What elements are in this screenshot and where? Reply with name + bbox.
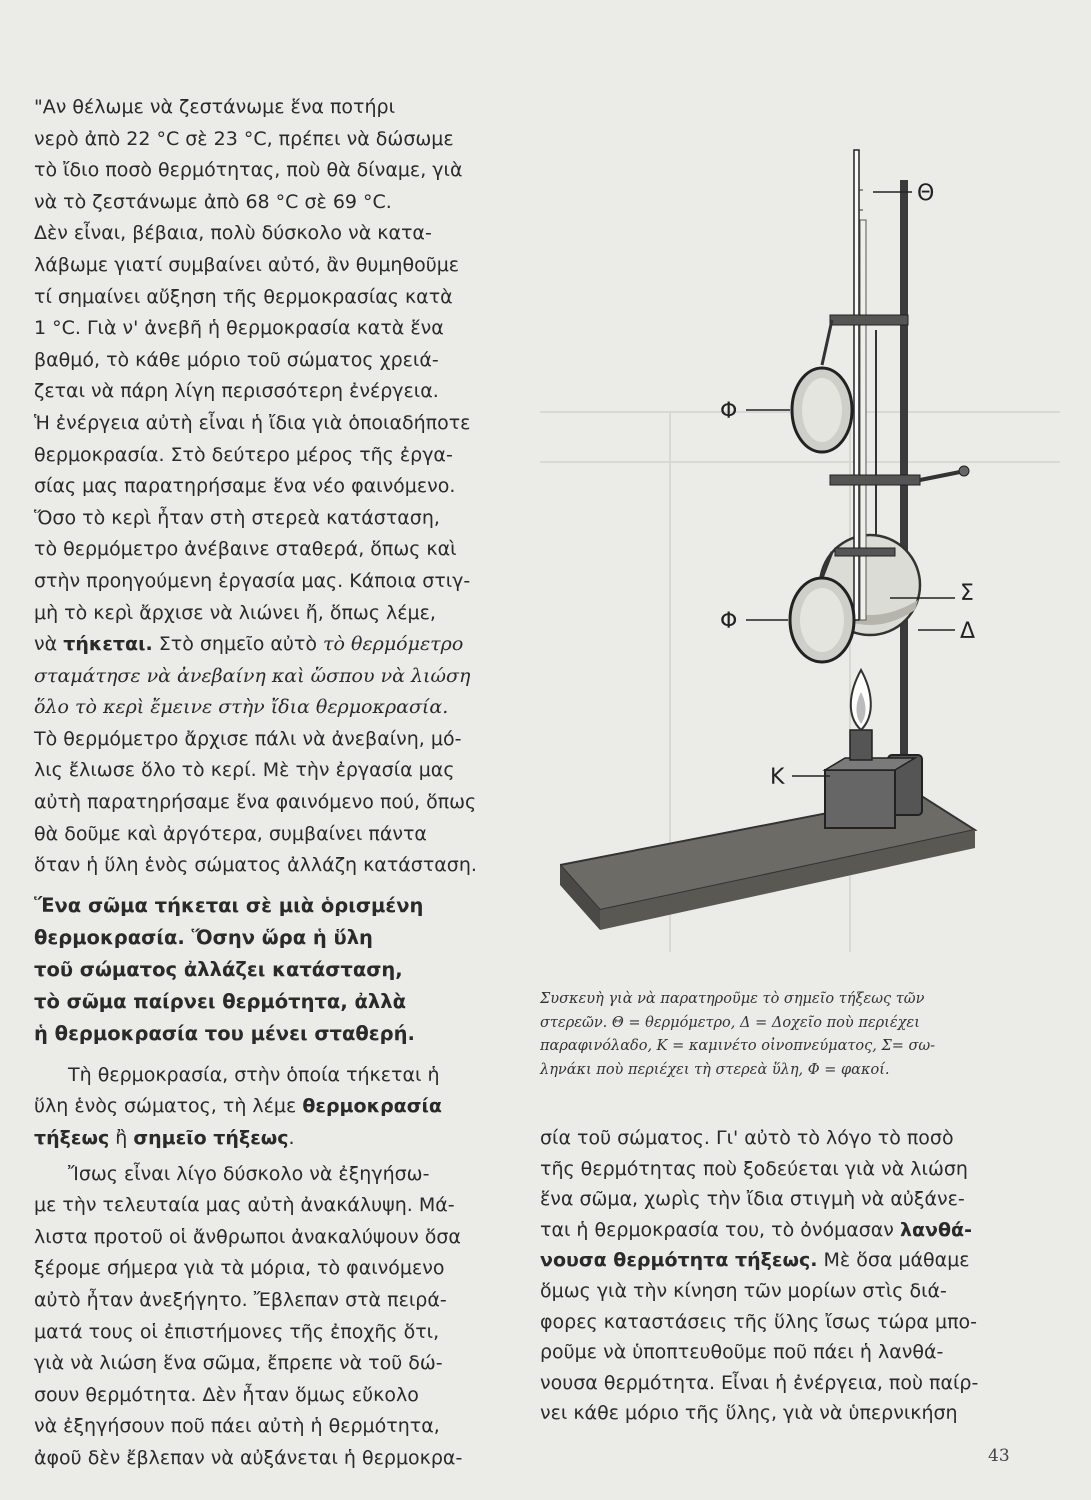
term-simeio-tikseos: σημεῖο τήξεως [133, 1127, 289, 1150]
p1-italic-line: σταμάτησε νὰ ἀνεβαίνη καὶ ὥσπου νὰ λιώση [34, 664, 471, 687]
p3-line: αὐτὸ ἦταν ἀνεξήγητο. Ἔβλεπαν στὰ πειρά- [34, 1289, 447, 1311]
p1-line: μὴ τὸ κερὶ ἄρχισε νὰ λιώνει ἤ, ὅπως λέμε, [34, 601, 436, 624]
bold-line: θερμοκρασία. Ὅσην ὥρα ἡ ὕλη [34, 925, 373, 949]
p3-line: με τὴν τελευταία μας αὐτὴ ἀνακάλυψη. Μά- [34, 1194, 455, 1217]
term-lanthanousa-2: νουσα θερμότητα τήξεως. [540, 1249, 818, 1272]
p1-line: ζεται νὰ πάρη λίγη περισσότερη ἐνέργεια. [34, 380, 439, 403]
p3-line: νὰ ἐξηγήσουν ποῦ πάει αὐτὴ ἡ θερμότητα, [34, 1415, 440, 1438]
right-line: φορες καταστάσεις τῆς ὕλης ἴσως τώρα μπο- [540, 1310, 977, 1333]
right-line: νουσα θερμότητα. Εἶναι ἡ ἐνέργεια, ποὺ παίρ- [540, 1371, 979, 1394]
middle-clamp [830, 475, 920, 485]
label-sigma: Σ [960, 581, 974, 606]
right-after-bold: Μὲ ὅσα μάθαμε [817, 1249, 970, 1272]
p1-line: στὴν προηγούμενη ἐργασία μας. Κάποια στιγ- [34, 569, 471, 592]
caption-line: ληνάκι ποὺ περιέχει τὴ στερεὰ ὕλη, Φ = φακοί. [540, 1061, 890, 1078]
label-phi-bottom: Φ [720, 609, 738, 634]
label-theta: Θ [917, 181, 935, 206]
right-line: σία τοῦ σώματος. Γι' αὐτὸ τὸ λόγο τὸ ποσὸ [540, 1127, 954, 1149]
p3-line: Ἴσως εἶναι λίγο δύσκολο νὰ ἐξηγήσω- [68, 1162, 430, 1185]
paragraph-2 [34, 1060, 522, 1155]
label-delta: Δ [960, 619, 976, 644]
p1-line: "Αν θέλωμε νὰ ζεστάνωμε ἕνα ποτήρι [34, 96, 396, 118]
p1-line: αὐτὴ παρατηρήσαμε ἕνα φαινόμενο πού, ὅπως [34, 791, 477, 814]
right-column [540, 1123, 1010, 1429]
apparatus-figure [560, 130, 1030, 980]
p1-line: λις ἔλιωσε ὅλο τὸ κερί. Μὲ τὴν ἐργασία μας [34, 759, 455, 782]
sample-tube [860, 220, 866, 620]
paragraph-3 [34, 1159, 522, 1475]
p2-line: ὕλη ἑνὸς σώματος, τὴ λέμε [34, 1095, 303, 1118]
right-line: ται ἡ θερμοκρασία του, τὸ ὀνόμασαν [540, 1218, 900, 1241]
term-tiketai: τήκεται. [63, 633, 153, 656]
right-line: ἕνα σῶμα, χωρὶς τὴν ἴδια στιγμὴ νὰ αὐξάνε- [540, 1188, 965, 1211]
p1-line: νερὸ ἀπὸ 22 °C σὲ 23 °C, πρέπει νὰ δώσωμε [34, 127, 454, 150]
p1-line: τὸ ἴδιο ποσὸ θερμότητας, ποὺ θὰ δίναμε, γιὰ [34, 159, 463, 182]
label-phi-top: Φ [720, 399, 738, 424]
p1-line: σίας μας παρατηρήσαμε ἕνα νέο φαινόμενο. [34, 475, 456, 498]
p1-line: Ὅσο τὸ κερὶ ἦταν στὴ στερεὰ κατάσταση, [34, 506, 440, 529]
p3-line: σουν θερμότητα. Δὲν ἦταν ὅμως εὔκολο [34, 1383, 419, 1406]
page-number: 43 [988, 1446, 1010, 1466]
burner-block [825, 770, 895, 828]
apparatus-illustration [560, 130, 1030, 980]
p1-line: Τὸ θερμόμετρο ἄρχισε πάλι νὰ ἀνεβαίνη, μό- [34, 727, 462, 750]
burner-neck [850, 730, 872, 760]
right-line: τῆς θερμότητας ποὺ ξοδεύεται γιὰ νὰ λιώση [540, 1157, 968, 1180]
label-kappa: Κ [770, 765, 785, 790]
p3-line: λιστα προτοῦ οἱ ἄνθρωποι ἀνακαλύψουν ὅσα [34, 1225, 461, 1248]
bold-line: ἡ θερμοκρασία του μένει σταθερή. [34, 1021, 415, 1045]
right-line: ὅμως γιὰ τὴν κίνηση τῶν μορίων στὶς διά- [540, 1279, 947, 1302]
p2-end: . [288, 1127, 295, 1150]
term-lanthanousa-1: λανθά- [899, 1218, 972, 1241]
figure-caption [540, 988, 1010, 1082]
right-paragraph [540, 1123, 1010, 1429]
caption-line: παραφινόλαδο, Κ = καμινέτο οἰνοπνεύματος, Σ= σω- [540, 1038, 936, 1054]
left-column [34, 92, 522, 1475]
p1-mid: Στὸ σημεῖο αὐτὸ [152, 633, 324, 656]
p1-line: Ἡ ἐνέργεια αὐτὴ εἶναι ἡ ἴδια γιὰ ὁποιαδήποτε [34, 411, 471, 434]
p1-line: λάβωμε γιατί συμβαίνει αὐτό, ἂν θυμηθοῦμε [34, 253, 460, 276]
p1-line: 1 °C. Γιὰ ν' ἀνεβῆ ἡ θερμοκρασία κατὰ ἕνα [34, 317, 444, 340]
term-thermokrasia: θερμοκρασία [302, 1095, 442, 1118]
p1-line: θερμοκρασία. Στὸ δεύτερο μέρος τῆς ἐργα- [34, 443, 453, 466]
p1-italic-line: ὅλο τὸ κερὶ ἔμεινε στὴν ἴδια θερμοκρασία. [34, 696, 449, 719]
term-tikseos: τήξεως [34, 1127, 110, 1150]
bold-line: Ἕνα σῶμα τήκεται σὲ μιὰ ὁρισμένη [34, 893, 424, 917]
bold-line: τοῦ σώματος ἀλλάζει κατάσταση, [34, 957, 403, 981]
p1-italic-start: τὸ θερμόμετρο [323, 633, 464, 656]
right-line: ροῦμε νὰ ὑποπτευθοῦμε ποῦ πάει ἡ λανθά- [540, 1341, 944, 1364]
lower-clamp [835, 548, 895, 556]
caption-line: στερεῶν. Θ = θερμόμετρο, Δ = Δοχεῖο ποὺ περιέχει [540, 1014, 920, 1031]
right-line: νει κάθε μόριο τῆς ὕλης, γιὰ νὰ ὑπερνικήση [540, 1402, 958, 1425]
p1-pre-bold: νὰ [34, 633, 64, 656]
bold-statement [34, 890, 522, 1050]
p1-line: τί σημαίνει αὔξηση τῆς θερμοκρασίας κατὰ [34, 285, 453, 308]
p1-line: νὰ τὸ ζεστάνωμε ἀπὸ 68 °C σὲ 69 °C. [34, 190, 392, 213]
caption-line: Συσκευὴ γιὰ νὰ παρατηροῦμε τὸ σημεῖο τήξεως τῶν [540, 991, 925, 1007]
p3-line: ἀφοῦ δὲν ἔβλεπαν νὰ αὐξάνεται ἡ θερμοκρα- [34, 1446, 463, 1469]
p3-line: γιὰ νὰ λιώση ἕνα σῶμα, ἔπρεπε νὰ τοῦ δώ- [34, 1352, 443, 1375]
p1-line: τὸ θερμόμετρο ἀνέβαινε σταθερά, ὅπως καὶ [34, 538, 457, 561]
stand-rod [900, 180, 908, 800]
bold-line: τὸ σῶμα παίρνει θερμότητα, ἀλλὰ [34, 989, 406, 1013]
paragraph-1 [34, 92, 522, 882]
p2-or: ἢ [109, 1127, 134, 1150]
p1-line: βαθμό, τὸ κάθε μόριο τοῦ σώματος χρειά- [34, 348, 439, 371]
p3-line: ματά τους οἱ ἐπιστήμονες τῆς ἐποχῆς ὅτι, [34, 1320, 440, 1343]
p2-line: Τὴ θερμοκρασία, στὴν ὁποία τήκεται ἡ [68, 1063, 440, 1086]
p1-line: Δὲν εἶναι, βέβαια, πολὺ δύσκολο νὰ κατα- [34, 222, 432, 245]
p1-line: ὅταν ἡ ὕλη ἑνὸς σώματος ἀλλάζη κατάσταση. [34, 854, 477, 877]
upper-clamp [830, 315, 908, 325]
p3-line: ξέρομε σήμερα γιὰ τὰ μόρια, τὸ φαινόμενο [34, 1257, 445, 1280]
p1-line: θὰ δοῦμε καὶ ἀργότερα, συμβαίνει πάντα [34, 822, 427, 845]
